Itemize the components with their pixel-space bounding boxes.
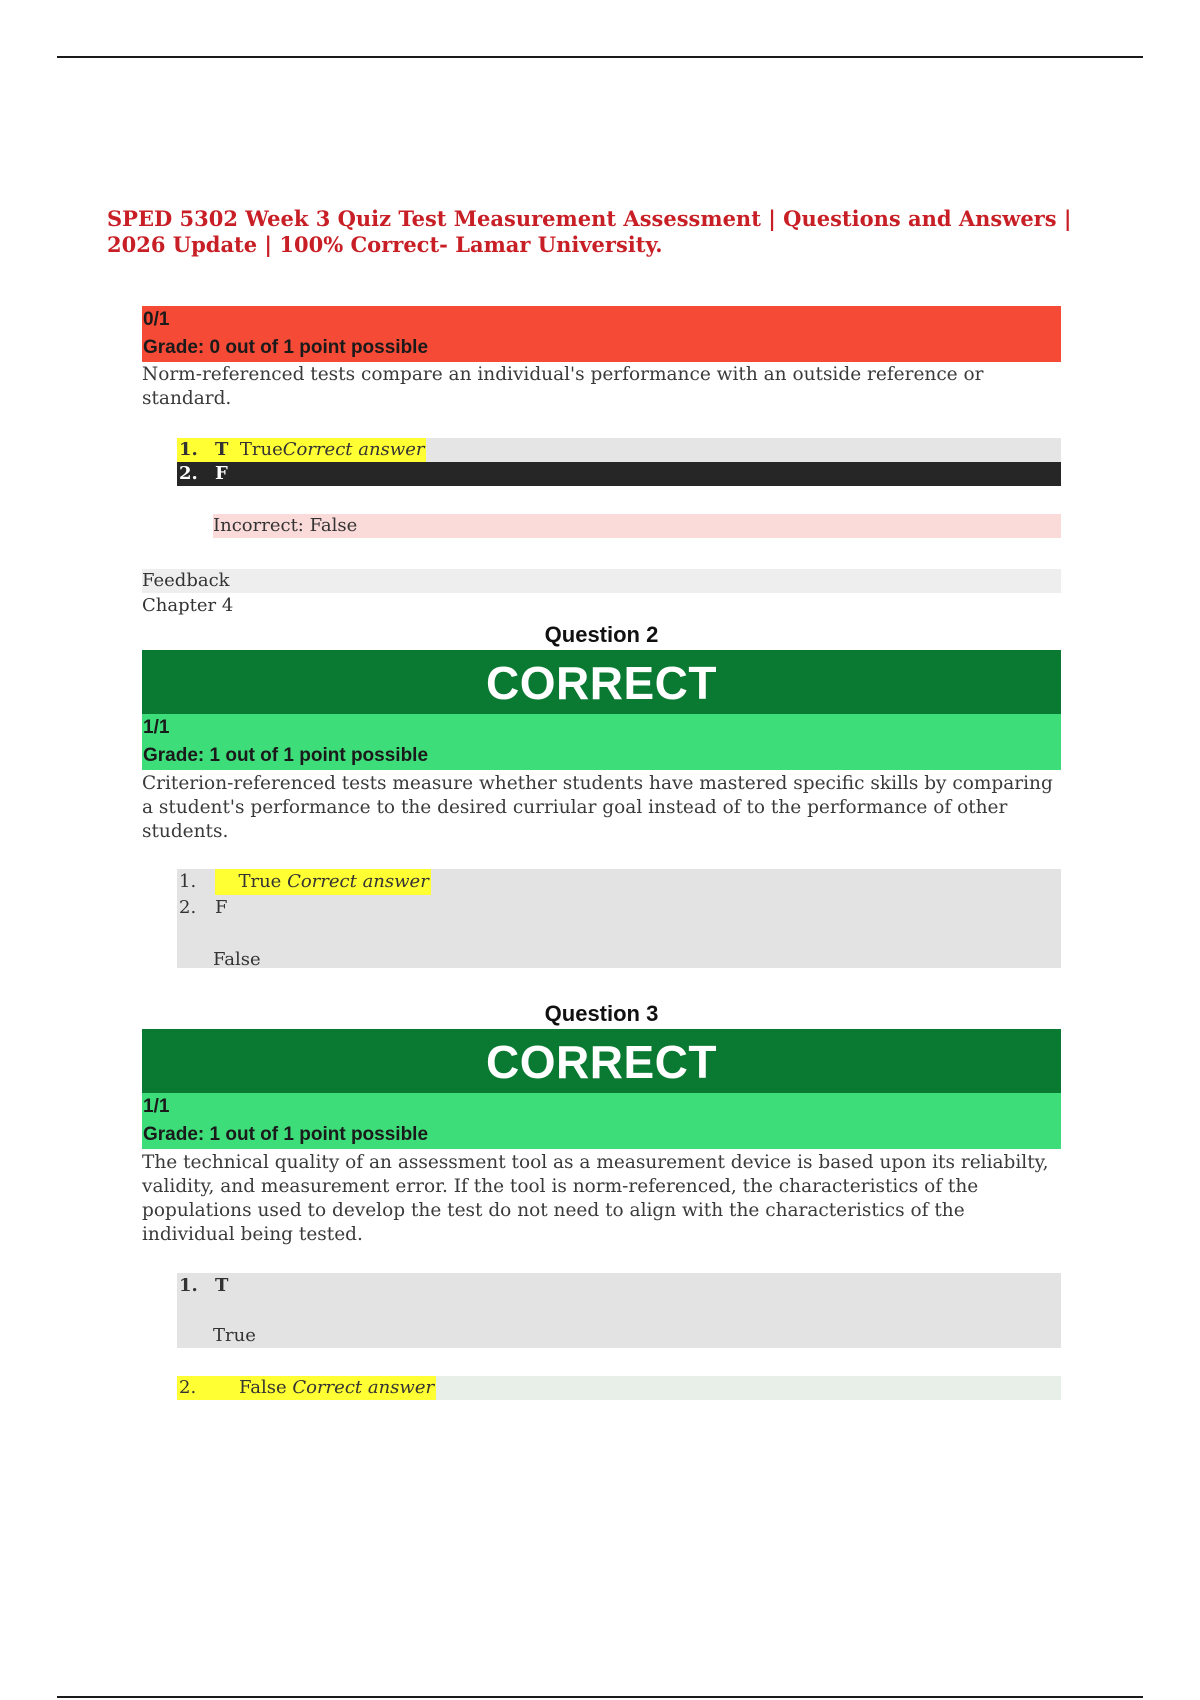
q2-grade: Grade: 1 out of 1 point possible — [142, 742, 1061, 770]
q2-result-block — [142, 650, 1061, 770]
q3-result-block — [142, 1029, 1061, 1149]
q2-option-false-letter: F — [215, 897, 228, 918]
q1-option-false-selected[interactable] — [177, 462, 1061, 486]
q3-options-box — [177, 1273, 1061, 1348]
q1-correct-answer-tag: Correct answer — [282, 439, 425, 460]
top-rule — [57, 56, 1143, 58]
q3-option-false[interactable] — [177, 1376, 1061, 1400]
q2-correct-banner: CORRECT — [142, 650, 1061, 714]
q1-option-false-number: 2. — [179, 463, 198, 484]
q2-option-true[interactable] — [177, 869, 1061, 895]
q3-option-true[interactable] — [177, 1273, 1061, 1299]
q2-option-true-value: True — [238, 871, 282, 892]
q3-option-false-value: False — [238, 1377, 287, 1398]
q3-option-false-letter: F — [215, 1377, 228, 1398]
q1-grade-bar — [142, 306, 1061, 362]
q2-option-false-label: False — [213, 949, 261, 970]
q3-option-true-letter: T — [215, 1275, 229, 1296]
q2-correct-answer-tag: Correct answer — [287, 871, 429, 892]
q1-feedback-value: Chapter 4 — [142, 595, 234, 616]
q3-question-text: The technical quality of an assessment tool as a measurement device is based upon its reliabilty, validity, and measurement error. If the tool is norm-referenced, the characteristics of the populations used to develop the test do not need to align with the characteristics of the individual being tested. — [142, 1152, 1049, 1245]
q2-option-false-number: 2. — [179, 897, 197, 918]
q2-option-true-letter: T — [215, 871, 228, 892]
q3-option-false-number: 2. — [179, 1377, 197, 1398]
document-title: SPED 5302 Week 3 Quiz Test Measurement Assessment | Questions and Answers | 2026 Update | 100% Correct- Lamar University. — [107, 206, 1072, 257]
q1-incorrect-note: Incorrect: False — [213, 514, 1061, 538]
q3-option-true-label: True — [213, 1325, 256, 1346]
q1-question-text: Norm-referenced tests compare an individual's performance with an outside reference or standard. — [142, 364, 984, 409]
q3-correct-banner: CORRECT — [142, 1029, 1061, 1093]
q1-option-true-letter: T — [215, 439, 229, 460]
q1-score: 0/1 — [142, 306, 1061, 334]
q3-correct-answer-tag: Correct answer — [292, 1377, 435, 1398]
q2-options-box — [177, 869, 1061, 968]
q3-grade: Grade: 1 out of 1 point possible — [142, 1121, 1061, 1149]
q2-heading: Question 2 — [544, 622, 659, 647]
q1-option-true[interactable] — [177, 438, 1061, 462]
q2-score: 1/1 — [142, 714, 1061, 742]
bottom-rule — [57, 1696, 1143, 1698]
q1-feedback-label: Feedback — [142, 569, 1061, 593]
q1-option-true-number: 1. — [179, 439, 198, 460]
q2-option-true-number: 1. — [179, 871, 197, 892]
q1-option-false-letter: F — [215, 463, 228, 484]
q2-option-false[interactable] — [177, 895, 1061, 921]
q3-score: 1/1 — [142, 1093, 1061, 1121]
q1-grade: Grade: 0 out of 1 point possible — [142, 334, 1061, 362]
q3-heading: Question 3 — [544, 1001, 659, 1026]
q1-option-true-value: True — [239, 439, 283, 460]
q2-question-text: Criterion-referenced tests measure whether students have mastered specific skills by comparing a student's performance to the desired curriular goal instead of to the performance of other students. — [142, 773, 1053, 842]
q3-option-true-number: 1. — [179, 1275, 198, 1296]
